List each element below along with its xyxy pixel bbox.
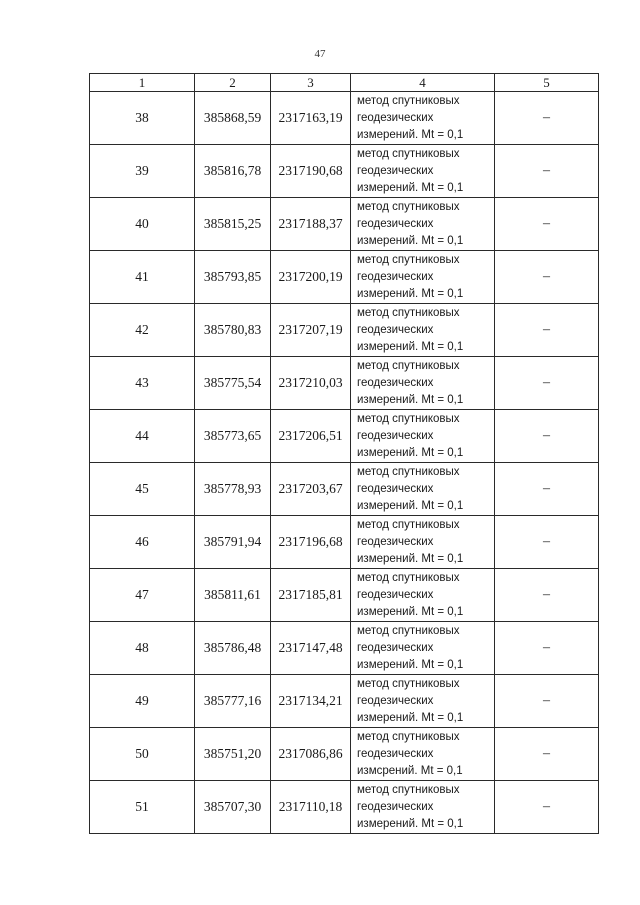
table-row bbox=[90, 569, 599, 622]
table-row bbox=[90, 145, 599, 198]
x-coordinate-cell: 385791,94 bbox=[195, 516, 271, 569]
method-cell bbox=[351, 251, 495, 304]
x-coordinate-cell: 385868,59 bbox=[195, 92, 271, 145]
y-coordinate-cell: 2317110,18 bbox=[271, 781, 351, 834]
column-5-cell: – bbox=[495, 675, 599, 728]
point-number-cell: 44 bbox=[90, 410, 195, 463]
method-line-2: геодезических bbox=[357, 111, 434, 124]
method-line-1: метод спутниковых bbox=[357, 147, 460, 160]
method-line-2: геодезических bbox=[357, 588, 434, 601]
method-line-1: метод спутниковых bbox=[357, 624, 460, 637]
table-header bbox=[90, 74, 599, 92]
header-col-3: 3 bbox=[271, 74, 351, 92]
method-cell bbox=[351, 781, 495, 834]
coordinates-table bbox=[89, 73, 599, 834]
method-cell bbox=[351, 145, 495, 198]
table-row bbox=[90, 410, 599, 463]
y-coordinate-cell: 2317190,68 bbox=[271, 145, 351, 198]
method-line-3: измерений. Mt = 0,1 bbox=[357, 499, 464, 512]
point-number-cell: 42 bbox=[90, 304, 195, 357]
header-col-4: 4 bbox=[351, 74, 495, 92]
method-line-3: измерений. Mt = 0,1 bbox=[357, 552, 464, 565]
method-line-3: измерений. Mt = 0,1 bbox=[357, 393, 464, 406]
method-line-1: метод спутниковых bbox=[357, 253, 460, 266]
method-line-2: геодезических bbox=[357, 376, 434, 389]
x-coordinate-cell: 385780,83 bbox=[195, 304, 271, 357]
method-line-2: геодезических bbox=[357, 535, 434, 548]
y-coordinate-cell: 2317134,21 bbox=[271, 675, 351, 728]
method-line-3: измерений. Mt = 0,1 bbox=[357, 128, 464, 141]
method-cell bbox=[351, 463, 495, 516]
x-coordinate-cell: 385707,30 bbox=[195, 781, 271, 834]
point-number-cell: 41 bbox=[90, 251, 195, 304]
column-5-cell: – bbox=[495, 198, 599, 251]
method-line-3: измерений. Mt = 0,1 bbox=[357, 446, 464, 459]
method-line-1: метод спутниковых bbox=[357, 94, 460, 107]
column-5-cell: – bbox=[495, 304, 599, 357]
method-line-3: измерений. Mt = 0,1 bbox=[357, 658, 464, 671]
column-5-cell: – bbox=[495, 569, 599, 622]
table-row bbox=[90, 781, 599, 834]
method-cell bbox=[351, 728, 495, 781]
method-line-1: метод спутниковых bbox=[357, 306, 460, 319]
method-line-3: измерений. Mt = 0,1 bbox=[357, 605, 464, 618]
point-number-cell: 47 bbox=[90, 569, 195, 622]
method-line-2: геодезических bbox=[357, 482, 434, 495]
method-line-2: геодезических bbox=[357, 800, 434, 813]
table-row bbox=[90, 622, 599, 675]
method-cell bbox=[351, 198, 495, 251]
method-line-1: метод спутниковых bbox=[357, 465, 460, 478]
y-coordinate-cell: 2317207,19 bbox=[271, 304, 351, 357]
method-line-1: метод спутниковых bbox=[357, 571, 460, 584]
page-number: 47 bbox=[314, 48, 326, 60]
column-5-cell: – bbox=[495, 622, 599, 675]
x-coordinate-cell: 385778,93 bbox=[195, 463, 271, 516]
column-5-cell: – bbox=[495, 728, 599, 781]
column-5-cell: – bbox=[495, 357, 599, 410]
method-line-2: геодезических bbox=[357, 641, 434, 654]
table-row bbox=[90, 516, 599, 569]
method-line-3: измерений. Mt = 0,1 bbox=[357, 287, 464, 300]
y-coordinate-cell: 2317210,03 bbox=[271, 357, 351, 410]
column-5-cell: – bbox=[495, 463, 599, 516]
y-coordinate-cell: 2317188,37 bbox=[271, 198, 351, 251]
method-line-3: измсрений. Mt = 0,1 bbox=[357, 764, 463, 777]
method-line-2: геодезических bbox=[357, 217, 434, 230]
column-5-cell: – bbox=[495, 410, 599, 463]
point-number-cell: 40 bbox=[90, 198, 195, 251]
x-coordinate-cell: 385773,65 bbox=[195, 410, 271, 463]
x-coordinate-cell: 385793,85 bbox=[195, 251, 271, 304]
method-line-3: измерений. Mt = 0,1 bbox=[357, 817, 464, 830]
header-col-1: 1 bbox=[90, 74, 195, 92]
table-row bbox=[90, 463, 599, 516]
header-col-2: 2 bbox=[195, 74, 271, 92]
x-coordinate-cell: 385811,61 bbox=[195, 569, 271, 622]
table-row bbox=[90, 198, 599, 251]
point-number-cell: 50 bbox=[90, 728, 195, 781]
method-cell bbox=[351, 516, 495, 569]
method-line-1: метод спутниковых bbox=[357, 677, 460, 690]
method-line-2: геодезических bbox=[357, 270, 434, 283]
y-coordinate-cell: 2317185,81 bbox=[271, 569, 351, 622]
y-coordinate-cell: 2317147,48 bbox=[271, 622, 351, 675]
y-coordinate-cell: 2317206,51 bbox=[271, 410, 351, 463]
method-line-3: измерений. Mt = 0,1 bbox=[357, 234, 464, 247]
method-cell bbox=[351, 92, 495, 145]
column-5-cell: – bbox=[495, 516, 599, 569]
x-coordinate-cell: 385815,25 bbox=[195, 198, 271, 251]
column-5-cell: – bbox=[495, 781, 599, 834]
table-row bbox=[90, 675, 599, 728]
column-5-cell: – bbox=[495, 251, 599, 304]
table-row bbox=[90, 304, 599, 357]
table-row bbox=[90, 92, 599, 145]
table-body bbox=[90, 92, 599, 834]
method-cell bbox=[351, 410, 495, 463]
y-coordinate-cell: 2317200,19 bbox=[271, 251, 351, 304]
column-5-cell: – bbox=[495, 145, 599, 198]
point-number-cell: 49 bbox=[90, 675, 195, 728]
method-line-2: геодезических bbox=[357, 747, 434, 760]
x-coordinate-cell: 385786,48 bbox=[195, 622, 271, 675]
y-coordinate-cell: 2317086,86 bbox=[271, 728, 351, 781]
method-line-1: метод спутниковых bbox=[357, 412, 460, 425]
method-cell bbox=[351, 675, 495, 728]
x-coordinate-cell: 385751,20 bbox=[195, 728, 271, 781]
method-cell bbox=[351, 622, 495, 675]
method-line-1: метод спутниковых bbox=[357, 359, 460, 372]
y-coordinate-cell: 2317203,67 bbox=[271, 463, 351, 516]
method-line-1: метод спутниковых bbox=[357, 518, 460, 531]
method-line-1: метод спутниковых bbox=[357, 730, 460, 743]
table-row bbox=[90, 357, 599, 410]
point-number-cell: 39 bbox=[90, 145, 195, 198]
method-line-3: измерений. Mt = 0,1 bbox=[357, 711, 464, 724]
x-coordinate-cell: 385775,54 bbox=[195, 357, 271, 410]
method-cell bbox=[351, 357, 495, 410]
point-number-cell: 45 bbox=[90, 463, 195, 516]
x-coordinate-cell: 385777,16 bbox=[195, 675, 271, 728]
column-5-cell: – bbox=[495, 92, 599, 145]
method-line-3: измерений. Mt = 0,1 bbox=[357, 340, 464, 353]
point-number-cell: 43 bbox=[90, 357, 195, 410]
point-number-cell: 38 bbox=[90, 92, 195, 145]
method-line-2: геодезических bbox=[357, 323, 434, 336]
table-row bbox=[90, 251, 599, 304]
x-coordinate-cell: 385816,78 bbox=[195, 145, 271, 198]
method-line-1: метод спутниковых bbox=[357, 783, 460, 796]
method-line-2: геодезических bbox=[357, 429, 434, 442]
method-line-2: геодезических bbox=[357, 694, 434, 707]
point-number-cell: 46 bbox=[90, 516, 195, 569]
method-cell bbox=[351, 304, 495, 357]
header-col-5: 5 bbox=[495, 74, 599, 92]
y-coordinate-cell: 2317196,68 bbox=[271, 516, 351, 569]
method-line-3: измерений. Mt = 0,1 bbox=[357, 181, 464, 194]
point-number-cell: 48 bbox=[90, 622, 195, 675]
method-line-2: геодезических bbox=[357, 164, 434, 177]
point-number-cell: 51 bbox=[90, 781, 195, 834]
y-coordinate-cell: 2317163,19 bbox=[271, 92, 351, 145]
header-row bbox=[90, 74, 599, 92]
method-cell bbox=[351, 569, 495, 622]
method-line-1: метод спутниковых bbox=[357, 200, 460, 213]
table-row bbox=[90, 728, 599, 781]
